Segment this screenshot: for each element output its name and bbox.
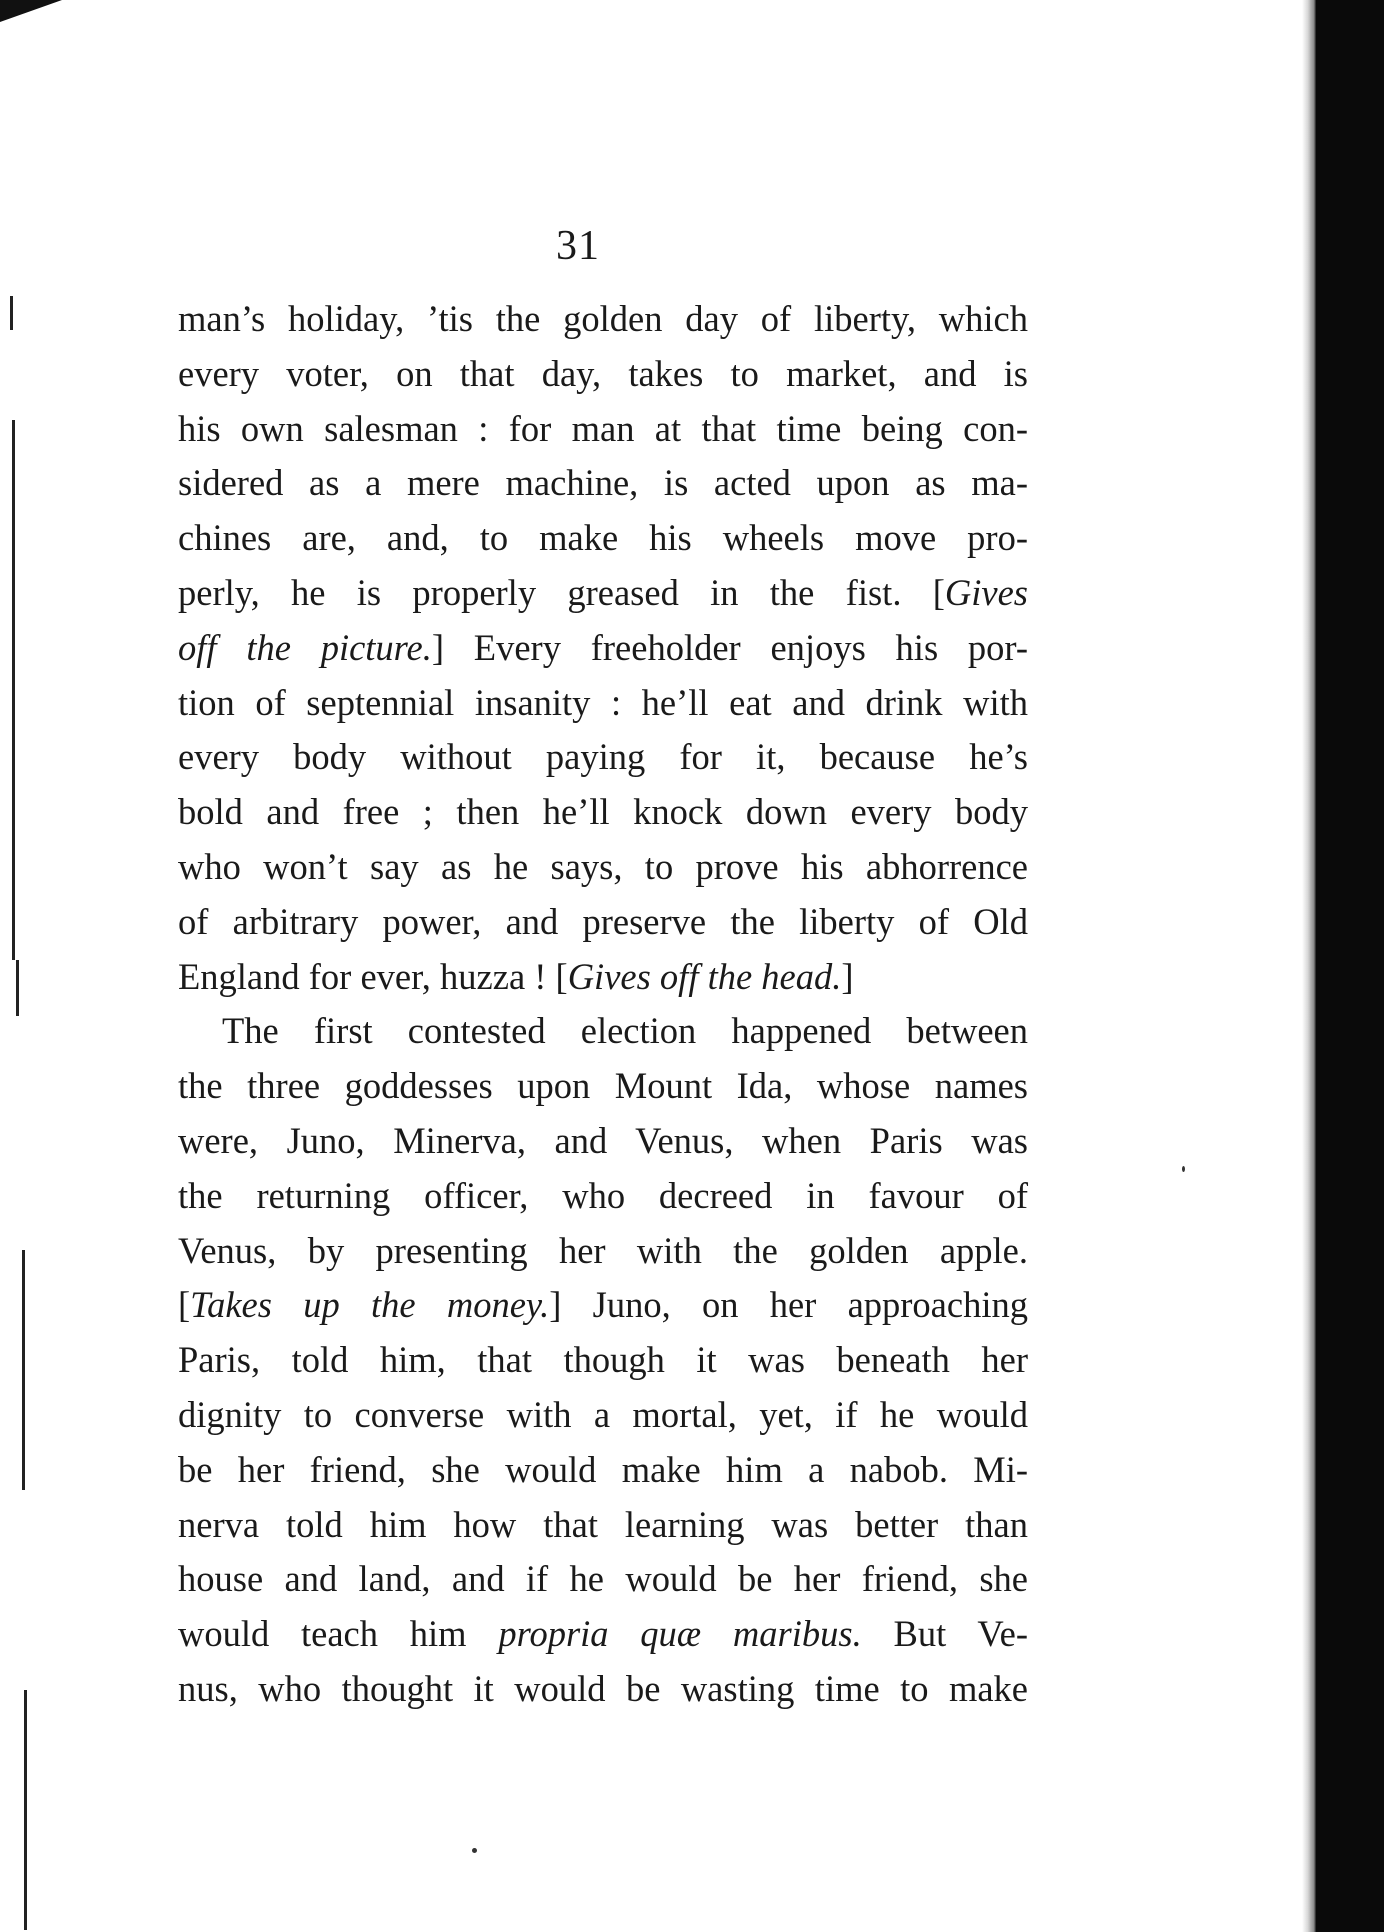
text-line [178, 456, 1028, 511]
margin-mark [24, 1690, 27, 1930]
text-segment: the three goddesses upon Mount Ida, whose names [178, 1065, 1028, 1107]
italic-stage-direction: propria quæ maribus. [498, 1613, 862, 1655]
text-segment: The first contested election happened between [222, 1010, 1028, 1052]
text-line [178, 785, 1028, 840]
text-segment: nerva told him how that learning was better than [178, 1503, 1028, 1545]
text-line [178, 1333, 1028, 1388]
text-segment: nus, who thought it would be wasting time to make [178, 1667, 1028, 1709]
text-line [178, 1004, 1028, 1059]
text-line [178, 1059, 1028, 1114]
text-line [178, 1443, 1028, 1498]
text-segment: ] [841, 955, 854, 997]
text-line [178, 347, 1028, 402]
text-line [178, 1552, 1028, 1607]
speck [1182, 1166, 1185, 1172]
text-segment: Venus, by presenting her with the golden apple. [178, 1229, 1028, 1271]
text-segment: be her friend, she would make him a nabob. Mi- [178, 1448, 1028, 1490]
text-segment: chines are, and, to make his wheels move pro- [178, 517, 1028, 559]
text-line [178, 1662, 1028, 1717]
text-segment: who won’t say as he says, to prove his abhorrence [178, 845, 1028, 887]
text-segment: England for ever, huzza ! [ [178, 955, 568, 997]
text-line [178, 621, 1028, 676]
text-segment: ] Every freeholder enjoys his por- [431, 626, 1029, 668]
text-segment: sidered as a mere machine, is acted upon as ma- [178, 462, 1028, 504]
text-segment: his own salesman : for man at that time being con- [178, 407, 1028, 449]
text-segment: ] Juno, on her approaching [549, 1284, 1028, 1326]
italic-stage-direction: Gives [944, 571, 1028, 613]
text-segment: But Ve- [861, 1613, 1029, 1655]
text-segment: every voter, on that day, takes to market, and is [178, 352, 1028, 394]
italic-stage-direction: Gives off the head. [567, 955, 842, 997]
italic-stage-direction: Takes up the money. [190, 1284, 550, 1326]
binding-edge [1316, 0, 1384, 1932]
text-segment: the returning officer, who decreed in favour of [178, 1174, 1028, 1216]
text-line [178, 840, 1028, 895]
text-line [178, 730, 1028, 785]
text-segment: were, Juno, Minerva, and Venus, when Paris was [178, 1119, 1028, 1161]
margin-mark [10, 296, 13, 330]
page-number: 31 [556, 223, 600, 269]
text-line [178, 566, 1028, 621]
text-line [178, 895, 1028, 950]
text-line [178, 1607, 1028, 1662]
margin-mark [12, 420, 15, 960]
corner-mark [0, 0, 62, 22]
text-segment: perly, he is properly greased in the fist. [ [178, 571, 945, 613]
speck [472, 1848, 477, 1853]
text-segment: Paris, told him, that though it was beneath her [178, 1339, 1028, 1381]
text-line [178, 950, 1028, 1005]
text-line [178, 402, 1028, 457]
text-segment: [ [178, 1284, 191, 1326]
text-line [178, 1169, 1028, 1224]
margin-mark [16, 960, 19, 1016]
text-line [178, 1224, 1028, 1279]
text-line [178, 1114, 1028, 1169]
text-line [178, 1278, 1028, 1333]
text-segment: would teach him [178, 1613, 499, 1655]
italic-stage-direction: off the picture. [178, 626, 432, 668]
text-segment: house and land, and if he would be her friend, she [178, 1558, 1028, 1600]
text-segment: every body without paying for it, because he’s [178, 736, 1028, 778]
text-segment: man’s holiday, ’tis the golden day of liberty, which [178, 298, 1028, 339]
text-line [178, 676, 1028, 731]
text-line [178, 292, 1028, 347]
text-line [178, 511, 1028, 566]
text-line [178, 1498, 1028, 1553]
body-text [178, 292, 1028, 1717]
text-segment: dignity to converse with a mortal, yet, if he would [178, 1393, 1028, 1435]
binding-shadow [1302, 0, 1316, 1932]
margin-mark [22, 1250, 25, 1490]
text-line [178, 1388, 1028, 1443]
text-segment: tion of septennial insanity : he’ll eat and drink with [178, 681, 1028, 723]
text-segment: of arbitrary power, and preserve the liberty of Old [178, 900, 1028, 942]
text-segment: bold and free ; then he’ll knock down every body [178, 791, 1028, 833]
